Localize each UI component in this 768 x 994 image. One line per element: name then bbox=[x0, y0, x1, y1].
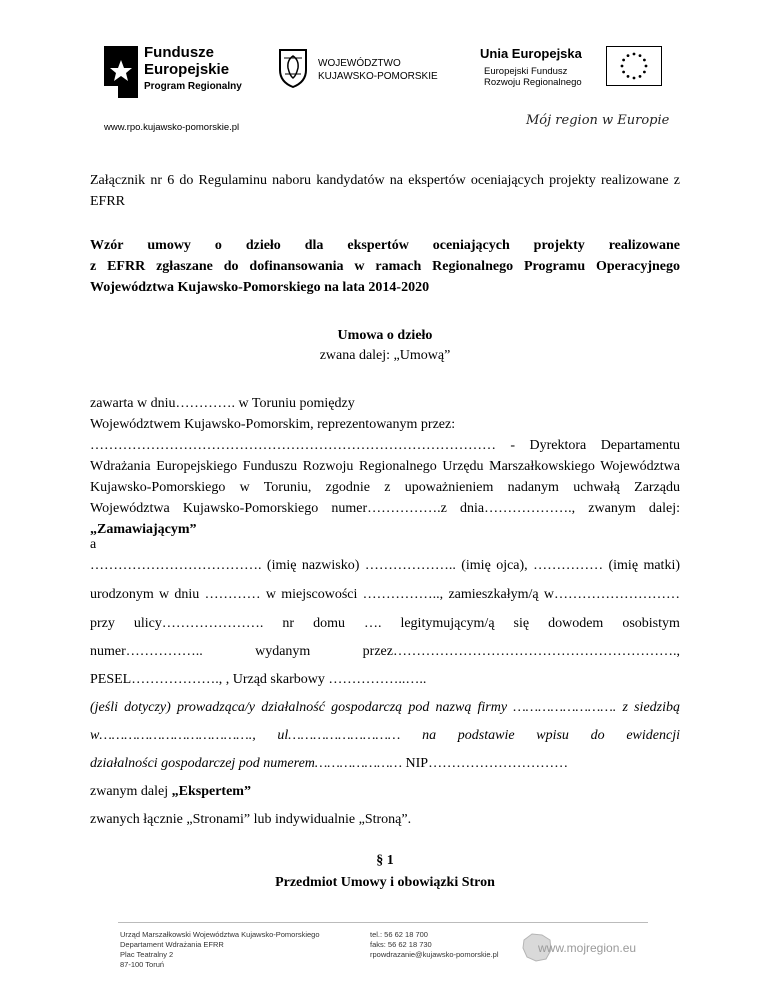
para-authorization: Kujawsko-Pomorskiego w Toruniu, zgodnie z upoważnieniem nadanym uchwałą Zarządu bbox=[90, 480, 680, 495]
word: na bbox=[422, 728, 437, 743]
expert-pesel-line: PESEL………………., , Urząd skarbowy ……………..….. bbox=[90, 672, 427, 687]
word: …. bbox=[363, 616, 382, 631]
section-title: Przedmiot Umowy i obowiązki Stron bbox=[275, 875, 495, 890]
title-word: Wzór bbox=[90, 238, 124, 253]
doc-title-line2: z EFRR zgłaszane do dofinansowania w ramach Regionalnego Programu Operacyjnego bbox=[90, 259, 680, 274]
business-line3 bbox=[90, 753, 680, 774]
business-line1: (jeśli dotyczy) prowadząca/y działalność gospodarczą pod nazwą firmy ……………………. z siedzibą bbox=[90, 700, 680, 715]
word: domu bbox=[313, 616, 345, 631]
business-nip: NIP………………………… bbox=[402, 756, 569, 771]
business-line2 bbox=[90, 725, 680, 746]
doc-title-line3: Województwa Kujawsko-Pomorskiego na lata 2014-2020 bbox=[90, 280, 430, 295]
word: podstawie bbox=[457, 728, 515, 743]
region-logo-line2: KUJAWSKO-POMORSKIE bbox=[318, 71, 438, 82]
word: wpisu bbox=[536, 728, 569, 743]
para-department: Wdrażania Europejskiego Funduszu Rozwoju Regionalnego Urzędu Marszałkowskiego Województwa bbox=[90, 459, 680, 474]
eu-flag-icon bbox=[606, 46, 662, 86]
header bbox=[0, 0, 768, 140]
title-word: realizowane bbox=[608, 238, 680, 253]
footer-address-line: 87-100 Toruń bbox=[120, 960, 165, 969]
expert-definition bbox=[90, 781, 680, 802]
fe-star-icon bbox=[104, 46, 138, 98]
fundusze-europejskie-logo bbox=[104, 44, 264, 100]
footer-address-line: Departament Wdrażania EFRR bbox=[120, 940, 224, 949]
expert-id-line bbox=[90, 641, 680, 662]
region-logo-line1: WOJEWÓDZTWO bbox=[318, 58, 401, 69]
word: ul……………………… bbox=[277, 728, 401, 743]
word: ulicy…………………. bbox=[133, 616, 264, 631]
expert-address-line bbox=[90, 613, 680, 634]
word: wydanym bbox=[255, 644, 311, 659]
word: legitymującym/ą bbox=[400, 616, 495, 631]
annex-text: Załącznik nr 6 do Regulaminu naboru kandydatów na ekspertów oceniających projekty realizowane z EFRR bbox=[90, 173, 680, 209]
eu-logo bbox=[480, 46, 680, 96]
title-word: dla bbox=[304, 238, 324, 253]
eu-logo-line1: Europejski Fundusz bbox=[484, 66, 568, 77]
section-number: § 1 bbox=[376, 853, 394, 868]
footer-contact bbox=[370, 930, 499, 960]
para-ordering-party: „Zamawiającym” bbox=[90, 522, 197, 537]
fe-logo-line3: Program Regionalny bbox=[144, 81, 242, 92]
para-voivodeship: Województwem Kujawsko-Pomorskim, reprezentowanym przez: bbox=[90, 417, 456, 432]
word: dowodem bbox=[548, 616, 604, 631]
word: przy bbox=[90, 616, 115, 631]
title-word: o bbox=[214, 238, 222, 253]
word: osobistym bbox=[622, 616, 680, 631]
expert-birth-line: urodzonym w dniu ………… w miejscowości …………….., zamieszkałym/ą w……………………… bbox=[90, 587, 680, 602]
footer-brand bbox=[520, 928, 650, 968]
contract-subtitle: zwana dalej: „Umową” bbox=[319, 348, 451, 363]
word: ewidencji bbox=[626, 728, 680, 743]
para-date: zawarta w dniu…………. w Toruniu pomiędzy bbox=[90, 396, 355, 411]
eu-logo-title: Unia Europejska bbox=[480, 46, 582, 61]
annex-note bbox=[90, 170, 680, 212]
title-word: oceniających bbox=[432, 238, 510, 253]
header-url: www.rpo.kujawsko-pomorskie.pl bbox=[104, 122, 240, 133]
word: w………………………………., bbox=[90, 728, 256, 743]
parties-definition: zwanych łącznie „Stronami” lub indywidualnie „Stroną”. bbox=[90, 812, 412, 827]
fe-logo-line1: Fundusze bbox=[144, 44, 214, 61]
footer-divider bbox=[118, 922, 648, 923]
word: nr bbox=[282, 616, 295, 631]
contract-title: Umowa o dzieło bbox=[337, 328, 433, 343]
eu-logo-line2: Rozwoju Regionalnego bbox=[484, 77, 582, 88]
region-logo bbox=[278, 48, 448, 92]
footer-address bbox=[120, 930, 320, 970]
conjunction-a: a bbox=[90, 537, 97, 552]
expert-definition-pre: zwanym dalej bbox=[90, 784, 172, 799]
expert-name-line: ………………………………. (imię nazwisko) ……………….. (imię ojca), …………… (imię matki) bbox=[90, 558, 680, 573]
fe-logo-line2: Europejskie bbox=[144, 61, 230, 78]
para-director: …………………………………………………………………………… - Dyrektora Departamentu bbox=[90, 438, 680, 453]
word: przez……………………………………………………., bbox=[362, 644, 680, 659]
para-resolution: Województwa Kujawsko-Pomorskiego numer…………….z dnia………………., zwanym dalej: bbox=[90, 501, 680, 516]
word: do bbox=[590, 728, 605, 743]
footer-email[interactable]: rpowdrazanie@kujawsko-pomorskie.pl bbox=[370, 950, 499, 959]
word: się bbox=[513, 616, 530, 631]
business-registry-number: działalności gospodarczej pod numerem………………… bbox=[90, 756, 403, 771]
word: numer…………….. bbox=[90, 644, 203, 659]
footer-address-line: Urząd Marszałkowski Województwa Kujawsko-Pomorskiego bbox=[120, 930, 320, 939]
doc-title-line1 bbox=[90, 235, 680, 256]
expert-definition-term: „Ekspertem” bbox=[171, 784, 251, 799]
footer-address-line: Plac Teatralny 2 bbox=[120, 950, 174, 959]
footer-brand-url[interactable]: www.mojregion.eu bbox=[538, 941, 637, 955]
footer-phone: tel.: 56 62 18 700 bbox=[370, 930, 428, 939]
header-slogan: Mój region w Europie bbox=[526, 113, 670, 128]
title-word: projekty bbox=[533, 238, 585, 253]
footer-fax: faks: 56 62 18 730 bbox=[370, 940, 432, 949]
region-coat-of-arms-icon bbox=[278, 48, 308, 88]
title-word: umowy bbox=[147, 238, 191, 253]
title-word: dzieło bbox=[245, 238, 281, 253]
title-word: ekspertów bbox=[347, 238, 409, 253]
